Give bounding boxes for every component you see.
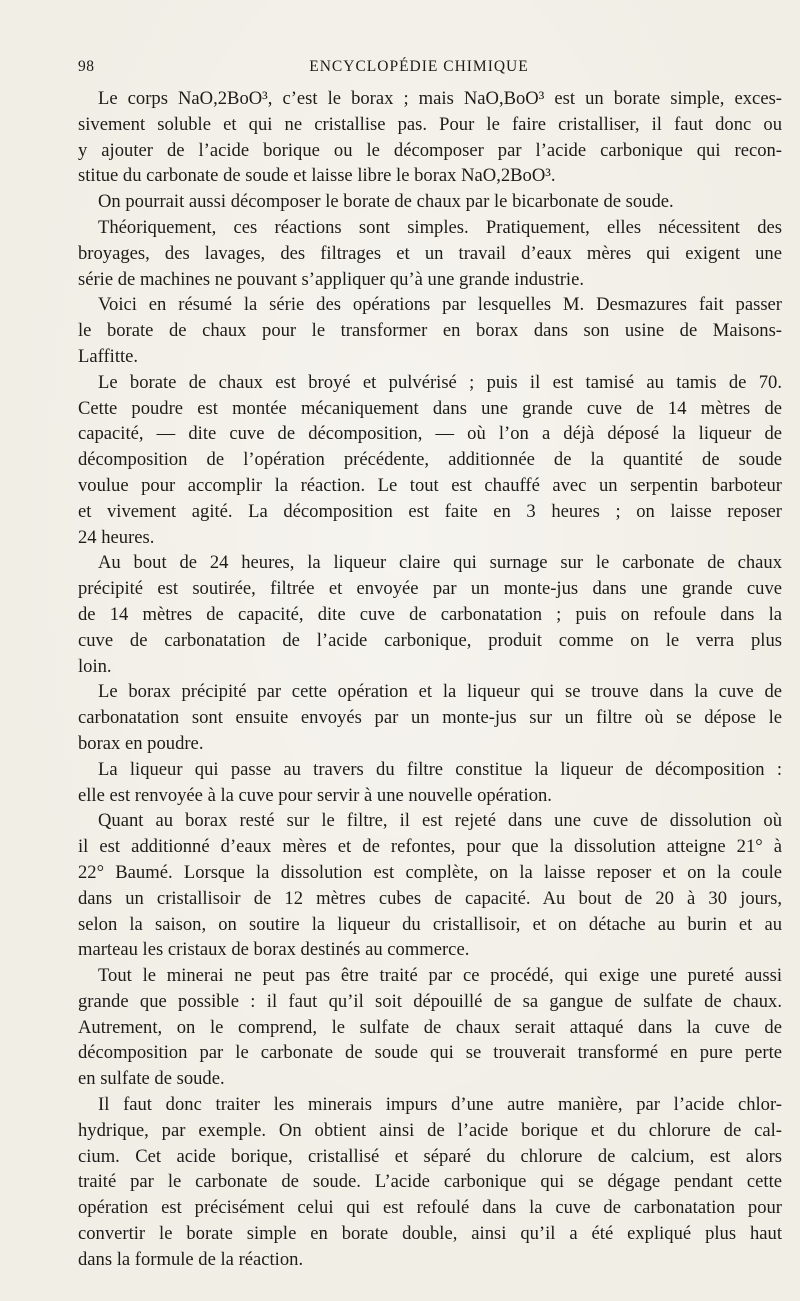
text-line: Voici en résumé la série des opérations par lesquelles M. Desmazures fait passer [98,294,782,316]
text-line: Le borax précipité par cette opération et la liqueur qui se trouve dans la cuve de [98,681,782,703]
text-line: dans un cristallisoir de 12 mètres cubes de capacité. Au bout de 20 à 30 jours, [78,887,782,909]
paragraph [78,189,782,215]
text-line: dans la formule de la réaction. [78,1248,304,1270]
text-line: Quant au borax resté sur le filtre, il est rejeté dans une cuve de dissolution où [98,810,782,832]
paragraph [78,808,782,963]
text-line: 24 heures. [78,526,155,548]
text-line: borax en poudre. [78,732,204,754]
text-line: Au bout de 24 heures, la liqueur claire qui surnage sur le carbonate de chaux [98,552,782,574]
text-line: On pourrait aussi décomposer le borate de chaux par le bicarbonate de soude. [98,191,674,213]
text-line: Tout le minerai ne peut pas être traité par ce procédé, qui exige une pureté aussi [98,965,782,987]
body-text [78,86,782,1273]
text-line: Le borate de chaux est broyé et pulvérisé ; puis il est tamisé au tamis de 70. [98,371,782,393]
text-line: opération est précisément celui qui est refoulé dans la cuve de carbonatation pour [78,1197,782,1219]
text-line: le borate de chaux pour le transformer en borax dans son usine de Maisons- [78,320,782,342]
paragraph [78,215,782,292]
text-line: Laffitte. [78,345,139,367]
text-line: voulue pour accomplir la réaction. Le tout est chauffé avec un serpentin barboteur [78,474,782,496]
text-line: en sulfate de soude. [78,1068,225,1090]
text-line: cium. Cet acide borique, cristallisé et séparé du chlorure de calcium, est alors [78,1145,782,1167]
running-title: ENCYCLOPÉDIE CHIMIQUE [309,58,529,75]
text-line: selon la saison, on soutire la liqueur du cristallisoir, et on détache au burin et au [78,913,782,935]
text-line: décomposition par le carbonate de soude qui se trouverait transformé en pure perte [78,1042,782,1064]
text-line: série de machines ne pouvant s’appliquer qu’à une grande industrie. [78,268,584,290]
text-line: marteau les cristaux de borax destinés au commerce. [78,939,470,961]
text-line: décomposition de l’opération précédente, additionnée de la quantité de soude [78,449,782,471]
text-line: La liqueur qui passe au travers du filtre constitue la liqueur de décomposition : [98,758,782,780]
text-line: broyages, des lavages, des filtrages et un travail d’eaux mères qui exigent une [78,242,782,264]
text-line: et vivement agité. La décomposition est faite en 3 heures ; on laisse reposer [78,500,782,522]
text-line: de 14 mètres de capacité, dite cuve de carbonatation ; puis on refoule dans la [78,603,782,625]
paragraph [78,292,782,369]
text-line: sivement soluble et qui ne cristallise pas. Pour le faire cristalliser, il faut donc ou [78,113,782,135]
text-line: capacité, — dite cuve de décomposition, — où l’on a déjà déposé la liqueur de [78,423,782,445]
text-line: précipité est soutirée, filtrée et envoyée par un monte-jus dans une grande cuve [78,578,782,600]
paragraph [78,757,782,809]
text-line: Autrement, on le comprend, le sulfate de chaux serait attaqué dans la cuve de [78,1016,782,1038]
text-line: 22° Baumé. Lorsque la dissolution est complète, on la laisse reposer et on la coule [78,861,782,883]
text-line: hydrique, par exemple. On obtient ainsi de l’acide borique et du chlorure de cal- [78,1119,782,1141]
text-line: Il faut donc traiter les minerais impurs d’une autre manière, par l’acide chlor- [98,1094,782,1116]
text-line: convertir le borate simple en borate double, ainsi qu’il a été expliqué plus haut [78,1223,782,1245]
text-line: cuve de carbonatation de l’acide carbonique, produit comme on le verra plus [78,629,782,651]
page-number: 98 [78,58,95,75]
text-line: stitue du carbonate de soude et laisse libre le borax NaO,2BoO³. [78,165,556,187]
text-line: traité par le carbonate de soude. L’acide carbonique qui se dégage pendant cette [78,1171,782,1193]
text-line: Cette poudre est montée mécaniquement dans une grande cuve de 14 mètres de [78,397,782,419]
page-header [78,58,760,82]
text-line: Théoriquement, ces réactions sont simples. Pratiquement, elles nécessitent des [98,216,782,238]
text-line: elle est renvoyée à la cuve pour servir à une nouvelle opération. [78,784,552,806]
paragraph [78,679,782,756]
text-line: Le corps NaO,2BoO³, c’est le borax ; mais NaO,BoO³ est un borate simple, exces- [98,88,782,109]
text-line: y ajouter de l’acide borique ou le décomposer par l’acide carbonique qui recon- [78,139,782,161]
text-line: grande que possible : il faut qu’il soit dépouillé de sa gangue de sulfate de chaux. [78,990,782,1012]
text-line: loin. [78,655,112,677]
paragraph [78,86,782,189]
text-line: il est additionné d’eaux mères et de refontes, pour que la dissolution atteigne 21° à [78,836,782,858]
paragraph [78,550,782,679]
paragraph [78,963,782,1092]
text-line: carbonatation sont ensuite envoyés par un monte-jus sur un filtre où se dépose le [78,707,782,729]
paragraph [78,370,782,551]
paragraph [78,1092,782,1273]
